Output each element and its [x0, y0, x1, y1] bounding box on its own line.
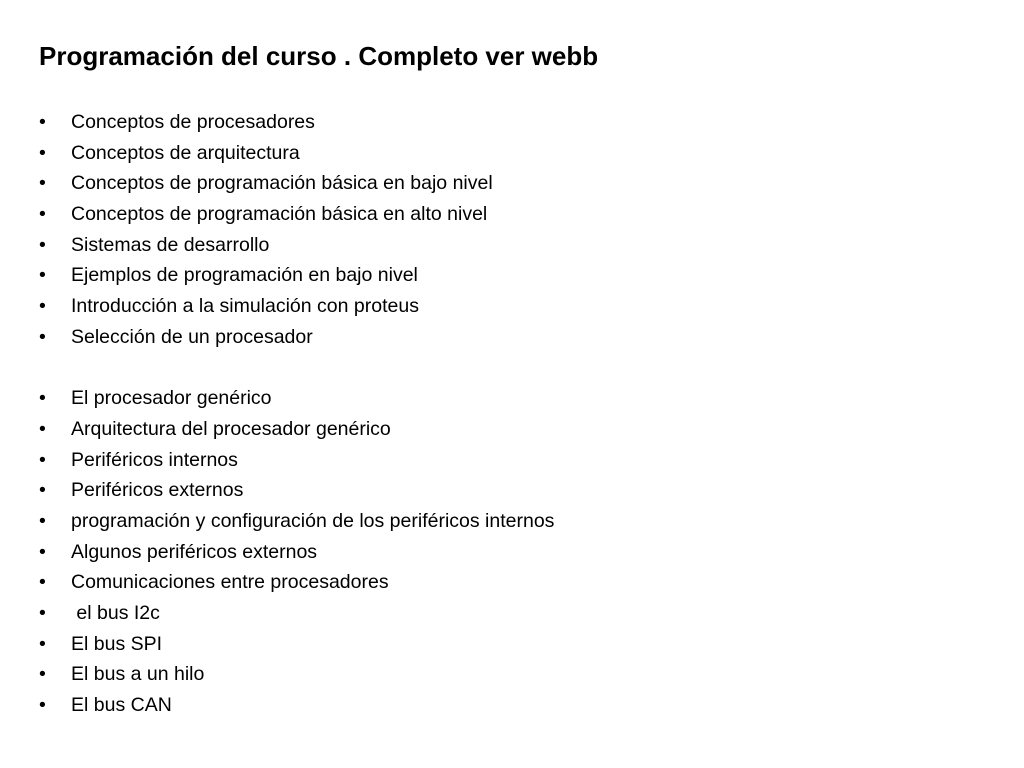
list-item-text: Conceptos de procesadores: [71, 111, 315, 133]
list-item-text: Periféricos externos: [71, 479, 244, 502]
list-item-text: Sistemas de desarrollo: [71, 233, 270, 256]
bullet-icon: •: [39, 479, 46, 502]
list-item-text: Arquitectura del procesador genérico: [71, 417, 391, 440]
bullet-icon: •: [39, 387, 46, 410]
list-item-text: Periféricos internos: [71, 448, 238, 471]
bullet-icon: •: [39, 663, 46, 686]
bullet-icon: •: [39, 602, 46, 624]
bullet-icon: •: [39, 141, 46, 164]
bullet-icon: •: [39, 233, 46, 256]
bullet-icon: •: [39, 509, 46, 532]
list-item-text: Conceptos de programación básica en bajo nivel: [71, 172, 493, 195]
list-item-text: Conceptos de programación básica en alto nivel: [71, 203, 488, 226]
list-item-text: El bus CAN: [71, 694, 172, 717]
bullet-icon: •: [39, 417, 46, 440]
bullet-icon: •: [39, 540, 46, 563]
bullet-icon: •: [39, 172, 46, 195]
list-item-text: programación y configuración de los periféricos internos: [71, 509, 555, 532]
list-item-text: el bus I2c: [71, 602, 160, 624]
list-item-text: El procesador genérico: [71, 387, 272, 410]
bullet-icon: •: [39, 111, 46, 133]
bullet-icon: •: [39, 295, 46, 318]
list-item-text: Ejemplos de programación en bajo nivel: [71, 264, 418, 287]
bullet-icon: •: [39, 264, 46, 287]
list-item-text: El bus SPI: [71, 632, 163, 655]
bullet-icon: •: [39, 694, 46, 717]
bullet-icon: •: [39, 203, 46, 226]
list-item-text: El bus a un hilo: [71, 663, 205, 686]
list-item-text: Conceptos de arquitectura: [71, 141, 300, 164]
list-item-text: Comunicaciones entre procesadores: [71, 571, 389, 594]
bullet-icon: •: [39, 571, 46, 594]
bullet-icon: •: [39, 448, 46, 471]
bullet-icon: •: [39, 325, 46, 348]
list-item-text: Selección de un procesador: [71, 325, 313, 348]
list-item-text: Introducción a la simulación con proteus: [71, 295, 419, 318]
slide-title: Programación del curso . Completo ver webb: [39, 41, 599, 71]
list-item-text: Algunos periféricos externos: [71, 540, 318, 563]
bullet-icon: •: [39, 632, 46, 655]
